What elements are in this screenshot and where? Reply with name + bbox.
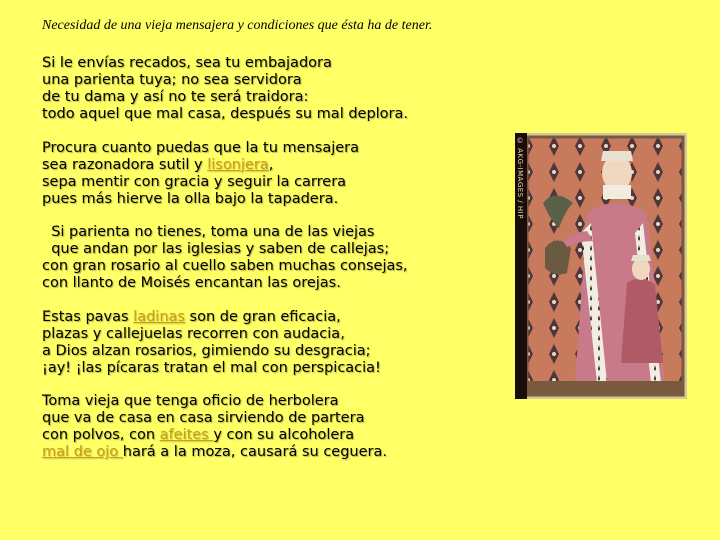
- poem-line: de tu dama y así no te será traidora:: [42, 89, 309, 105]
- line-text: sea razonadora sutil y: [42, 156, 208, 173]
- poem-line: [42, 444, 512, 461]
- poem-line: sepa mentir con gracia y seguir la carrera: [42, 173, 347, 190]
- poem-line: con llanto de Moisés encantan las orejas.: [42, 275, 341, 291]
- line-text: ,: [268, 156, 274, 173]
- stanza: [42, 309, 512, 377]
- poem-line: pues más hierve la olla bajo la tapadera.: [42, 190, 339, 207]
- poem-line: una parienta tuya; no sea servidora: [42, 72, 302, 88]
- poem-line: todo aquel que mal casa, después su mal deplora.: [42, 106, 409, 122]
- stanza: [42, 224, 512, 292]
- poem-line: Si parienta no tienes, toma una de las viejas: [42, 224, 375, 240]
- poem-line: que va de casa en casa sirviendo de partera: [42, 410, 365, 426]
- stanza: [42, 55, 512, 123]
- poem-line: [42, 309, 512, 326]
- image-credit: © AKG-IMAGES / HIP: [515, 133, 527, 399]
- poem-line: ¡ay! ¡las pícaras tratan el mal con perspicacia!: [42, 359, 381, 376]
- poem-line: a Dios alzan rosarios, gimiendo su desgracia;: [42, 342, 371, 359]
- page-title: Necesidad de una vieja mensajera y condiciones que ésta ha de tener.: [42, 18, 433, 33]
- glossary-link[interactable]: afeites: [159, 427, 214, 443]
- poem: [42, 55, 512, 478]
- line-text: hará a la moza, causará su ceguera.: [122, 444, 387, 460]
- illustration-svg: [515, 133, 687, 399]
- medieval-illustration: [515, 133, 687, 399]
- stanza: [42, 393, 512, 461]
- line-text: Estas pavas: [42, 308, 134, 325]
- line-text: y con su alcoholera: [213, 427, 355, 443]
- poem-line: con gran rosario al cuello saben muchas consejas,: [42, 258, 408, 274]
- poem-line: que andan por las iglesias y saben de callejas;: [42, 241, 390, 257]
- glossary-link[interactable]: ladinas: [133, 308, 185, 325]
- poem-line: plazas y callejuelas recorren con audacia,: [42, 325, 345, 342]
- line-text: son de gran eficacia,: [184, 308, 341, 325]
- glossary-link[interactable]: lisonjera: [207, 156, 269, 173]
- poem-line: Toma vieja que tenga oficio de herbolera: [42, 393, 339, 409]
- poem-line: Procura cuanto puedas que la tu mensajera: [42, 139, 359, 156]
- poem-line: [42, 157, 512, 174]
- poem-line: Si le envías recados, sea tu embajadora: [42, 55, 332, 71]
- stanza: [42, 140, 512, 208]
- glossary-link[interactable]: mal de ojo: [42, 444, 123, 460]
- poem-line: [42, 427, 512, 444]
- line-text: con polvos, con: [42, 427, 160, 443]
